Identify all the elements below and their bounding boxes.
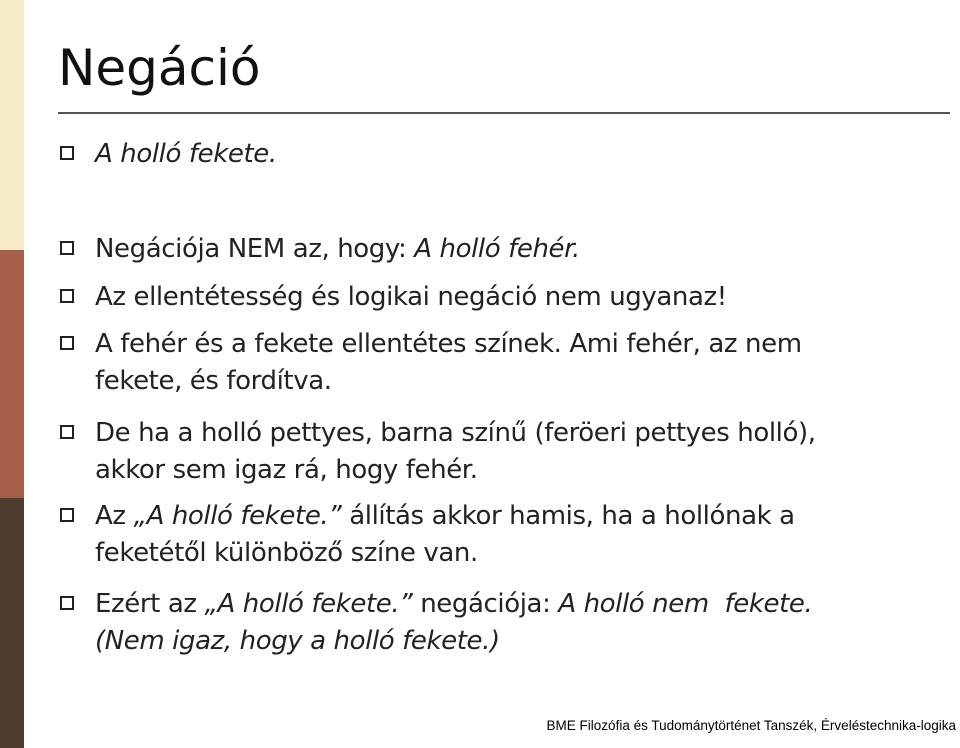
bullet-text-part: Ezért az bbox=[95, 589, 205, 619]
square-bullet-icon bbox=[60, 241, 74, 255]
slide-title: Negáció bbox=[58, 39, 261, 97]
square-bullet-icon bbox=[60, 336, 74, 350]
bullet-text-italic: A holló fehér. bbox=[414, 234, 580, 264]
bullet-text-italic: A holló nem fekete. bbox=[558, 589, 813, 619]
bullet-text-continuation: fekete, és fordítva. bbox=[95, 366, 332, 396]
bullet-text-italic: A holló fekete. bbox=[95, 139, 277, 169]
bullet-text-part: Negációja NEM az, hogy: bbox=[95, 234, 415, 264]
bullet-text-part: negációja: bbox=[412, 589, 559, 619]
bullet-text-part: Az bbox=[95, 501, 134, 531]
bullet-text bbox=[95, 231, 935, 267]
footer-text: BME Filozófia és Tudománytörténet Tanszék, Érveléstechnika-logika bbox=[546, 718, 956, 733]
bullet-text-italic: „A holló fekete.” bbox=[133, 501, 342, 531]
bullet-text: De ha a holló pettyes, barna színű (feröeri pettyes holló), bbox=[95, 418, 816, 448]
bullet-text: A fehér és a fekete ellentétes színek. Ami fehér, az nem bbox=[95, 329, 802, 359]
square-bullet-icon bbox=[60, 146, 74, 160]
bullet-text bbox=[95, 136, 935, 172]
bullet-text bbox=[95, 498, 935, 534]
bullet-text-continuation: feketétől különböző színe van. bbox=[95, 538, 478, 568]
square-bullet-icon bbox=[60, 508, 74, 522]
bullet-text-continuation: akkor sem igaz rá, hogy fehér. bbox=[95, 455, 478, 485]
bullet-text-continuation: (Nem igaz, hogy a holló fekete.) bbox=[95, 626, 500, 656]
bullet-text: Az ellentétesség és logikai negáció nem ugyanaz! bbox=[95, 282, 727, 312]
bullet-text-part: állítás akkor hamis, ha a hollónak a bbox=[341, 501, 795, 531]
bullet-text bbox=[95, 586, 935, 622]
square-bullet-icon bbox=[60, 596, 74, 610]
square-bullet-icon bbox=[60, 289, 74, 303]
square-bullet-icon bbox=[60, 425, 74, 439]
bullet-text-italic: „A holló fekete.” bbox=[204, 589, 413, 619]
